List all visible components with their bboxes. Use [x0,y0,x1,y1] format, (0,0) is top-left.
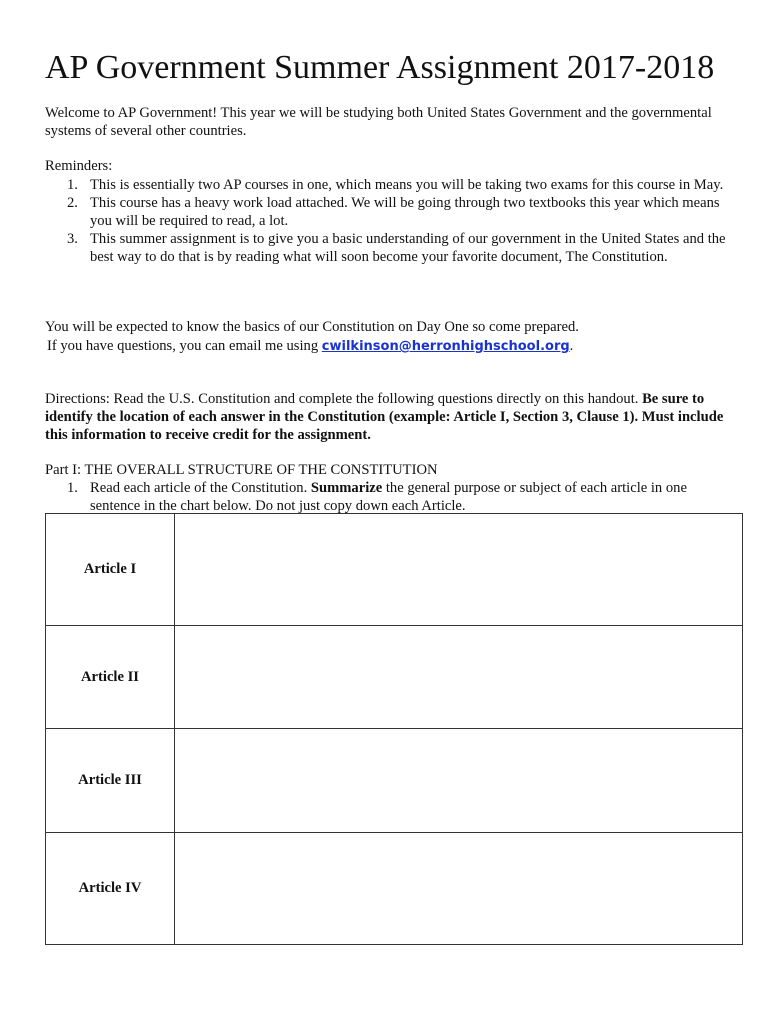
articles-table [45,513,743,945]
reminder-item: 2. This course has a heavy work load attached. We will be going through two textbooks this year which means you will be required to read, a lot. [67,195,720,229]
directions-bold: Be sure to identify the location of each answer in the Constitution (example: Article I, Section 3, Clause 1). Must include this information to receive credit for the assignment. [45,391,724,443]
part1-item: 1. Read each article of the Constitution. Summarize the general purpose or subject of each article in one sentence in the chart below. Do not just copy down each Article. [67,480,687,514]
table-row [46,514,743,626]
table-row [46,833,743,945]
page-title: AP Government Summer Assignment 2017-2018 [45,49,715,86]
answer-cell[interactable] [175,626,743,729]
answer-cell[interactable] [175,833,743,945]
article-label: Article III [46,729,175,833]
reminders-label: Reminders: [45,158,113,174]
intro-paragraph: Welcome to AP Government! This year we will be studying both United States Government and the governmental systems of several other countries. [45,105,712,139]
reminder-item: 1. This is essentially two AP courses in one, which means you will be taking two exams for this course in May. [67,177,724,193]
article-label: Article II [46,626,175,729]
expectation-text: You will be expected to know the basics of our Constitution on Day One so come prepared. [45,319,579,335]
reminder-item: 3. This summer assignment is to give you a basic understanding of our government in the United States and the best way to do that is by reading what will soon become your favorite document, The Constitution. [67,231,726,265]
article-label: Article I [46,514,175,626]
part1-heading: Part I: THE OVERALL STRUCTURE OF THE CONSTITUTION [45,462,438,478]
table-row [46,626,743,729]
questions-text: If you have questions, you can email me using cwilkinson@herronhighschool.org. [47,338,574,354]
directions-text: Directions: Read the U.S. Constitution and complete the following questions directly on this handout. Be sure to identify the location of each answer in the Constitution (example: Article I, Section 3, Clause 1). Must include this information to receive credit for the assignment. [45,391,724,443]
reminders-list [45,176,735,266]
email-link[interactable]: cwilkinson@herronhighschool.org [321,339,570,354]
table-row [46,729,743,833]
answer-cell[interactable] [175,729,743,833]
part1-list [45,479,735,515]
answer-cell[interactable] [175,514,743,626]
article-label: Article IV [46,833,175,945]
